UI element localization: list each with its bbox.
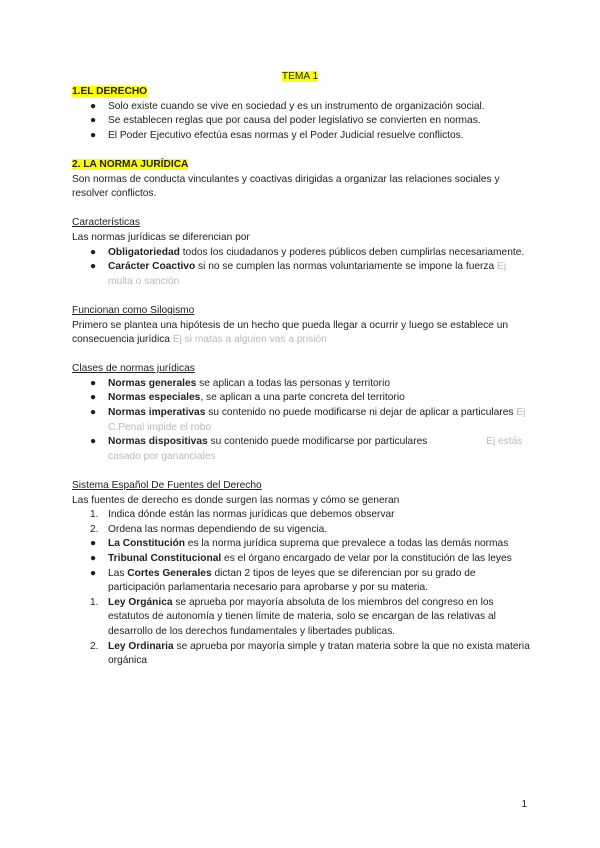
list-item: 2. Ordena las normas dependiendo de su vigencia. bbox=[72, 523, 532, 538]
fuentes-intro: Las fuentes de derecho es donde surgen las normas y cómo se generan bbox=[72, 494, 400, 506]
list-item: ● Las Cortes Generales dictan 2 tipos de leyes que se diferencian por su grado de participación parlamentaria necesario para aprobarse y por su materia. bbox=[90, 567, 476, 594]
list-item: ● Tribunal Constitucional es el órgano encargado de velar por la constitución de las leyes bbox=[72, 552, 532, 567]
list-number: 1. bbox=[90, 596, 99, 608]
list-item: ● El Poder Ejecutivo efectúa esas normas y el Poder Judicial resuelve conflictos. bbox=[72, 129, 532, 144]
list-item: 2. Ley Ordinaria se aprueba por mayoría simple y tratan materia sobre la que no exista materia orgánica bbox=[90, 640, 530, 667]
list-item: ● La Constitución es la norma jurídica suprema que prevalece a todas las demás normas bbox=[72, 537, 532, 552]
caracteristicas-list bbox=[72, 246, 532, 290]
fuentes-numbered-list bbox=[72, 508, 532, 537]
page-title: TEMA 1 bbox=[281, 71, 319, 82]
section-heading-norma: 2. LA NORMA JURÍDICA bbox=[72, 158, 189, 170]
bullet-icon: ● bbox=[90, 407, 97, 419]
caracteristicas-intro: Las normas jurídicas se diferencian por bbox=[72, 231, 250, 243]
example-note: Ej estás casado por gananciales bbox=[108, 436, 523, 462]
list-item: ● Normas imperativas su contenido no puede modificarse ni dejar de aplicar a particulares Ej C.Penal impide el robo bbox=[90, 407, 526, 433]
bullet-icon: ● bbox=[90, 567, 97, 579]
subheading-silogismo: Funcionan como Silogismo bbox=[72, 304, 195, 316]
list-item: ● Carácter Coactivo si no se cumplen las normas voluntariamente se impone la fuerza Ej multa o sanción bbox=[90, 261, 507, 287]
bullet-icon: ● bbox=[90, 129, 97, 141]
list-item: ● Obligatoriedad todos los ciudadanos y poderes públicos deben cumplirlas necesariamente. bbox=[72, 246, 532, 261]
document-body bbox=[72, 85, 532, 669]
leyes-numbered-list bbox=[72, 596, 532, 669]
bullet-icon: ● bbox=[90, 377, 97, 389]
list-number: 2. bbox=[90, 640, 99, 652]
list-item: ● Se establecen reglas que por causa del poder legislativo se convierten en normas. bbox=[72, 114, 532, 129]
list-number: 1. bbox=[90, 509, 99, 521]
subheading-fuentes: Sistema Español De Fuentes del Derecho bbox=[72, 480, 262, 492]
list-item: ● Normas dispositivas su contenido puede modificarse por particulares Ej estás casado por gananciales bbox=[90, 436, 523, 462]
list-item: 1. Ley Orgánica se aprueba por mayoría absoluta de los miembros del congreso en los estatutos de autonomía y tienen límite de materia, solo se encargan de las relativas al desarrollo de los derechos fundamentales y libertades publicas. bbox=[90, 596, 496, 637]
example-note: Ej si matas a alguien vas a prisión bbox=[172, 334, 327, 346]
bullet-icon: ● bbox=[90, 100, 97, 112]
silogismo-text: Primero se plantea una hipótesis de un hecho que pueda llegar a ocurrir y luego se establece un consecuencia jurídica Ej si matas a alguien vas a prisión bbox=[72, 319, 509, 346]
list-item: ● Solo existe cuando se vive en sociedad y es un instrumento de organización social. bbox=[72, 100, 532, 115]
section-heading-derecho: 1.EL DERECHO bbox=[72, 86, 148, 97]
fuentes-bullet-list bbox=[72, 537, 532, 595]
page-number: 1 bbox=[521, 799, 527, 810]
list-item: ● Normas especiales, se aplican a una parte concreta del territorio bbox=[72, 391, 532, 406]
derecho-list bbox=[72, 100, 532, 144]
example-note: Ej multa o sanción bbox=[108, 261, 507, 287]
list-item: 1. Indica dónde están las normas jurídicas que debemos observar bbox=[72, 508, 532, 523]
list-item: ● Normas generales se aplican a todas las personas y territorio bbox=[72, 377, 532, 392]
list-number: 2. bbox=[90, 523, 99, 535]
bullet-icon: ● bbox=[90, 246, 97, 258]
subheading-caracteristicas: Características bbox=[72, 217, 140, 229]
subheading-clases: Clases de normas jurídicas bbox=[72, 363, 195, 375]
bullet-icon: ● bbox=[90, 436, 97, 448]
example-note: Ej C.Penal impide el robo bbox=[108, 407, 526, 433]
clases-list bbox=[72, 377, 532, 465]
bullet-icon: ● bbox=[90, 538, 97, 550]
bullet-icon: ● bbox=[90, 553, 97, 564]
bullet-icon: ● bbox=[90, 261, 97, 273]
norma-intro: Son normas de conducta vinculantes y coactivas dirigidas a organizar las relaciones sociales y resolver conflictos. bbox=[72, 173, 500, 200]
bullet-icon: ● bbox=[90, 392, 97, 404]
bullet-icon: ● bbox=[90, 115, 97, 127]
